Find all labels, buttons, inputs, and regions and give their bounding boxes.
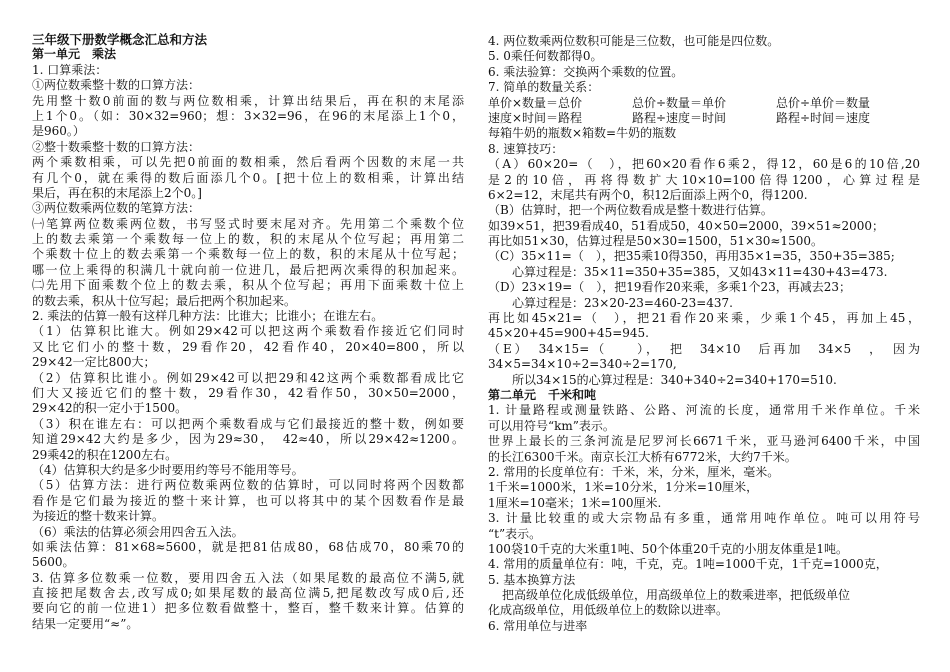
text-line: 3. 计量比较重的或大宗物品有多重，通常用吨作单位。吨可以用符号 — [488, 511, 920, 526]
text-line: 所以34×15的心算过程是：340+340÷2=340+170=510. — [512, 372, 837, 387]
relation-formula: 路程÷速度＝时间 — [632, 110, 727, 125]
text-line: 7. 简单的数量关系： — [488, 80, 600, 95]
text-line: 结果一定要用“≈”。 — [32, 616, 139, 631]
text-line: 化成高级单位，用低级单位上的数除以进率。 — [488, 603, 729, 618]
text-line: ㈠笔算两位数乘两位数，书写竖式时要末尾对齐。先用第二个乘数个位 — [32, 216, 464, 231]
text-line: 的长江6300千米。南京长江大桥有6772米，大约7千米。 — [488, 449, 797, 464]
text-line: 6. 常用单位与进率 — [488, 618, 588, 633]
text-line: （1）估算积比谁大。例如29×42可以把这两个乘数看作接近它们同时 — [32, 324, 464, 339]
relation-formula: 速度×时间＝路程 — [488, 110, 583, 125]
text-line: 1千米=1000米，1米=10分米，1分米=10厘米， — [488, 480, 759, 495]
text-line: 世界上最长的三条河流是尼罗河长6671千米，亚马逊河6400千米，中国 — [488, 434, 920, 449]
text-line: （5）估算方法：进行两位数乘两位数的估算时，可以同时将两个因数都 — [32, 478, 464, 493]
text-line: 个乘数十位上的数去乘第一个乘数每一位上的数，积的末尾从十位写起； — [32, 247, 464, 262]
text-line: 4. 常用的质量单位有：吨，千克，克。1吨=1000千克，1千克=1000克， — [488, 557, 888, 572]
text-line: 1. 口算乘法： — [32, 62, 108, 77]
text-line: ③两位数乘两位数的笔算方法： — [32, 201, 201, 216]
text-line: 把高级单位化成低级单位，用高级单位上的数乘进率，把低级单位 — [502, 588, 851, 603]
text-line: ②整十数乘整十数的口算方法： — [32, 139, 201, 154]
text-line: 3. 估算多位数乘一位数，要用四舍五入法（如果尾数的最高位不满5,就 — [32, 570, 464, 585]
text-line: 直接把尾数舍去,改写成0;如果尾数的最高位满5,把尾数改写成0后,还 — [32, 586, 464, 601]
text-line: 心算过程是：23×20-23=460-23=437. — [512, 295, 733, 310]
text-line: 上1个0。（如：30×32=960；想：3×32=96，在96的末尾添上1个0， — [32, 108, 464, 123]
left-column — [32, 32, 464, 632]
text-line: 再比如45×21=（ ），把21看作20来乘，少乘1个45，再加上45， — [488, 311, 920, 326]
text-line: 再比如51×30，估算过程是50×30=1500，51×30≈1500。 — [488, 234, 823, 249]
text-line: 哪一位上乘得的积满几十就向前一位进几，最后把两次乘得的积加起来。 — [32, 262, 464, 277]
text-line: 先用整十数0前面的数与两位数相乘，计算出结果后，再在积的末尾添 — [32, 93, 464, 108]
text-line: 5. 基本换算方法 — [488, 572, 576, 587]
relation-row — [488, 111, 920, 126]
text-line: 8. 速算技巧： — [488, 141, 564, 156]
relation-row — [488, 96, 920, 111]
text-line: 又比它们小的整十数，29看作20，42看作40，20×40=800，所以 — [32, 339, 464, 354]
quantity-relations — [488, 96, 920, 127]
relation-formula: 单价×数量＝总价 — [488, 95, 583, 110]
text-line: 如39×51，把39看成40，51看成50，40×50=2000，39×51≈2000； — [488, 218, 885, 233]
text-line: 2. 常用的长度单位有：千米，米，分米，厘米，毫米。 — [488, 464, 780, 479]
text-line: “t”表示。 — [488, 526, 542, 541]
text-line: 要向它的前一位进1）把多位数看做整十，整百，整千数来计算。估算的 — [32, 601, 464, 616]
text-line: 每箱牛奶的瓶数×箱数=牛奶的瓶数 — [488, 126, 677, 141]
text-line: 29乘42的积在1200左右。 — [32, 447, 178, 462]
relation-formula: 总价÷单价＝数量 — [776, 95, 871, 110]
text-line: 知道29×42大约是多少，因为29≈30， 42≈40，所以29×42≈1200。 — [32, 432, 464, 447]
right-lines-c — [488, 403, 920, 634]
text-line: 是2的10倍，再将得数扩大10×10=100倍得1200，心算过程是 — [488, 172, 920, 187]
text-line: 45×20+45=900+45=945. — [488, 326, 649, 341]
text-line: 是960。） — [32, 124, 85, 139]
text-line: 29×42的积一定小于1500。 — [32, 401, 188, 416]
text-line: 两个乘数相乘，可以先把0前面的数相乘，然后看两个因数的末尾一共 — [32, 155, 464, 170]
text-line: （A）60×20=（ ），把60×20看作6乘2，得12，60是6的10倍,20 — [488, 157, 920, 172]
relation-formula: 路程÷时间＝速度 — [776, 110, 871, 125]
text-line: 看作是它们最为接近的整十来计算，也可以将其中的某个因数看作是最 — [32, 493, 464, 508]
right-lines-b — [488, 126, 920, 388]
text-line: （C）35×11=（ ），把35乘10得350，再用35×1=35，350+35=385; — [488, 249, 895, 264]
text-line: 5600。 — [32, 555, 75, 570]
text-line: 上的数去乘第一个乘数每一位上的数，积的末尾从个位写起；再用第二 — [32, 232, 464, 247]
text-line: （3）积在谁左右：可以把两个乘数看成与它们最接近的整十数，例如要 — [32, 416, 464, 431]
unit2-heading: 第二单元 千米和吨 — [488, 387, 597, 402]
right-column — [488, 34, 920, 634]
text-line: 100袋10千克的大米重1吨、50个体重20千克的小朋友体重是1吨。 — [488, 541, 848, 556]
text-line: 可以用符号“km”表示。 — [488, 418, 615, 433]
left-lines — [32, 63, 464, 632]
text-line: （2）估算积比谁小。例如29×42可以把29和42这两个乘数都看成比它 — [32, 370, 464, 385]
text-line: （6）乘法的估算必须会用四舍五入法。 — [32, 524, 244, 539]
text-line: 1厘米=10毫米；1米=100厘米. — [488, 495, 662, 510]
text-line: 5. 0乘任何数都得0。 — [488, 49, 603, 64]
text-line: 们大又接近它们的整十数，29看作30，42看作50，30×50=2000， — [32, 385, 464, 400]
text-line: 1. 计量路程或测量铁路、公路、河流的长度，通常用千米作单位。千米 — [488, 403, 920, 418]
text-line: 果后，再在积的末尾添上2个0。] — [32, 185, 202, 200]
text-line: （E） 34×15=（ ）， 把 34×10 后再加 34×5 ， 因为 — [488, 341, 920, 356]
text-line: ①两位数乘整十数的口算方法： — [32, 78, 201, 93]
relation-formula: 总价÷数量＝单价 — [632, 95, 727, 110]
text-line: （4）估算积大约是多少时要用约等号不能用等号。 — [32, 462, 304, 477]
text-line: 的数去乘，积从十位写起；最后把两个积加起来。 — [32, 293, 297, 308]
text-line: 心算过程是：35×11=350+35=385，又如43×11=430+43=473. — [512, 264, 888, 279]
text-line: 29×42一定比800大； — [32, 355, 156, 370]
text-line: ㈡先用下面乘数个位上的数去乘，积从个位写起；再用下面乘数十位上 — [32, 278, 464, 293]
text-line: （B）估算时，把一个两位数看成是整十数进行估算。 — [488, 203, 773, 218]
text-line: 34×5=34×10÷2=340÷2=170, — [488, 357, 677, 372]
right-lines-a — [488, 34, 920, 96]
text-line: 有几个0，就在乘得的数后面添几个0。[把十位上的数相乘，计算出结 — [32, 170, 464, 185]
text-line: 4. 两位数乘两位数积可能是三位数，也可能是四位数。 — [488, 34, 780, 48]
text-line: 6×2=12，末尾共有两个0，积12后面添上两个0，得1200. — [488, 187, 808, 202]
text-line: 2. 乘法的估算一般有这样几种方法：比谁大；比谁小；在谁左右。 — [32, 309, 384, 324]
document-title: 三年级下册数学概念汇总和方法 — [32, 32, 208, 47]
text-line: （D）23×19=（ ），把19看作20来乘，多乘1个23，再减去23； — [488, 280, 851, 295]
text-line: 为接近的整十数来计算。 — [32, 509, 165, 524]
text-line: 6. 乘法验算：交换两个乘数的位置。 — [488, 64, 684, 79]
unit1-heading: 第一单元 乘法 — [32, 47, 117, 62]
text-line: 如乘法估算：81×68≈5600，就是把81估成80，68估成70，80乘70的 — [32, 539, 464, 554]
